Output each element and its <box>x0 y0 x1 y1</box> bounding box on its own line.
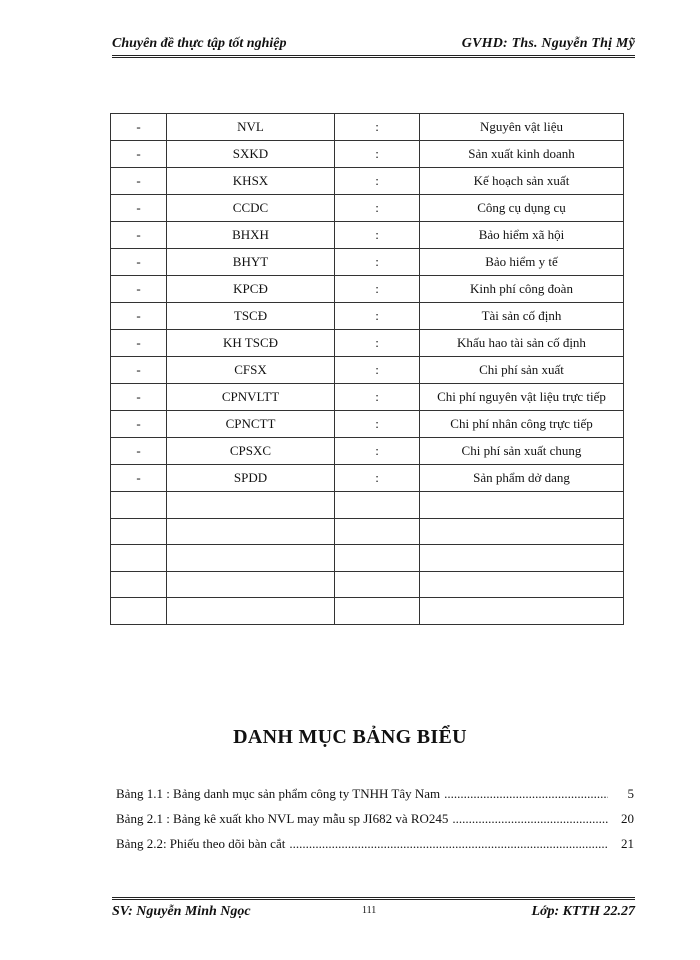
cell-abbr: SPDD <box>167 465 335 492</box>
empty-row <box>111 545 624 572</box>
cell-abbr: BHYT <box>167 249 335 276</box>
cell-meaning: Công cụ dụng cụ <box>420 195 624 222</box>
section-title: DANH MỤC BẢNG BIỂU <box>233 726 467 748</box>
empty-cell <box>167 518 335 545</box>
toc-leader-dots <box>289 836 608 852</box>
empty-cell <box>111 545 167 572</box>
cell-meaning: Chi phí nguyên vật liệu trực tiếp <box>420 384 624 411</box>
cell-meaning: Sản xuất kinh doanh <box>420 141 624 168</box>
empty-cell <box>335 545 420 572</box>
empty-cell <box>167 492 335 519</box>
toc-leader-dots <box>444 786 608 802</box>
empty-cell <box>335 492 420 519</box>
cell-meaning: Khấu hao tài sản cố định <box>420 330 624 357</box>
empty-row <box>111 518 624 545</box>
footer-left: SV: Nguyễn Minh Ngọc <box>112 904 251 919</box>
table-row <box>111 168 624 195</box>
cell-abbr: KPCĐ <box>167 276 335 303</box>
cell-dash: - <box>111 276 167 303</box>
cell-sep: : <box>335 303 420 330</box>
cell-sep: : <box>335 438 420 465</box>
cell-dash: - <box>111 303 167 330</box>
cell-sep: : <box>335 168 420 195</box>
toc-entry[interactable] <box>116 836 634 861</box>
page-number: 111 <box>362 905 377 916</box>
empty-cell <box>111 518 167 545</box>
cell-meaning: Chi phí nhân công trực tiếp <box>420 411 624 438</box>
table-row <box>111 249 624 276</box>
toc-entry[interactable] <box>116 811 634 836</box>
cell-dash: - <box>111 141 167 168</box>
toc-label: Bảng 2.1 : Bảng kê xuất kho NVL may mẫu sp JI682 và RO245 <box>116 811 449 826</box>
cell-meaning: Bảo hiểm xã hội <box>420 222 624 249</box>
toc-entry[interactable] <box>116 786 634 811</box>
table-row <box>111 330 624 357</box>
cell-meaning: Chi phí sản xuất <box>420 357 624 384</box>
empty-cell <box>420 518 624 545</box>
cell-abbr: BHXH <box>167 222 335 249</box>
cell-abbr: TSCĐ <box>167 303 335 330</box>
cell-dash: - <box>111 168 167 195</box>
cell-dash: - <box>111 465 167 492</box>
cell-sep: : <box>335 114 420 141</box>
page-header <box>112 36 635 58</box>
cell-dash: - <box>111 438 167 465</box>
table-row <box>111 465 624 492</box>
table-row <box>111 384 624 411</box>
cell-sep: : <box>335 384 420 411</box>
toc-page-number: 5 <box>627 786 634 801</box>
cell-abbr: NVL <box>167 114 335 141</box>
abbreviation-table <box>110 113 624 625</box>
table-row <box>111 438 624 465</box>
cell-dash: - <box>111 195 167 222</box>
cell-abbr: CPSXC <box>167 438 335 465</box>
cell-abbr: KHSX <box>167 168 335 195</box>
cell-dash: - <box>111 330 167 357</box>
table-row <box>111 303 624 330</box>
empty-cell <box>335 598 420 625</box>
cell-sep: : <box>335 195 420 222</box>
toc-page-number: 21 <box>621 836 634 851</box>
cell-sep: : <box>335 465 420 492</box>
table-row <box>111 222 624 249</box>
cell-dash: - <box>111 357 167 384</box>
empty-cell <box>111 571 167 598</box>
cell-sep: : <box>335 249 420 276</box>
empty-row <box>111 492 624 519</box>
cell-meaning: Kế hoạch sản xuất <box>420 168 624 195</box>
cell-abbr: KH TSCĐ <box>167 330 335 357</box>
table-row <box>111 357 624 384</box>
footer-right: Lớp: KTTH 22.27 <box>531 904 635 919</box>
table-row <box>111 141 624 168</box>
table-row <box>111 411 624 438</box>
table-row <box>111 276 624 303</box>
header-right: GVHD: Ths. Nguyễn Thị Mỹ <box>461 36 635 51</box>
cell-abbr: CFSX <box>167 357 335 384</box>
cell-sep: : <box>335 141 420 168</box>
table-of-tables <box>116 786 634 861</box>
cell-sep: : <box>335 330 420 357</box>
cell-sep: : <box>335 222 420 249</box>
toc-label: Bảng 2.2: Phiếu theo dõi bàn cắt <box>116 836 286 851</box>
empty-cell <box>111 598 167 625</box>
cell-meaning: Sản phẩm dở dang <box>420 465 624 492</box>
empty-cell <box>167 598 335 625</box>
page-footer <box>112 897 635 920</box>
cell-meaning: Tài sản cố định <box>420 303 624 330</box>
cell-dash: - <box>111 384 167 411</box>
empty-row <box>111 571 624 598</box>
cell-dash: - <box>111 222 167 249</box>
toc-page-number: 20 <box>621 811 634 826</box>
cell-meaning: Nguyên vật liệu <box>420 114 624 141</box>
cell-dash: - <box>111 249 167 276</box>
empty-cell <box>167 545 335 572</box>
cell-dash: - <box>111 411 167 438</box>
cell-sep: : <box>335 276 420 303</box>
empty-cell <box>335 571 420 598</box>
empty-cell <box>335 518 420 545</box>
toc-label: Bảng 1.1 : Bảng danh mục sản phẩm công ty TNHH Tây Nam <box>116 786 441 801</box>
empty-cell <box>111 492 167 519</box>
cell-dash: - <box>111 114 167 141</box>
empty-cell <box>420 545 624 572</box>
table-row <box>111 114 624 141</box>
cell-abbr: SXKD <box>167 141 335 168</box>
empty-cell <box>420 598 624 625</box>
cell-sep: : <box>335 411 420 438</box>
cell-sep: : <box>335 357 420 384</box>
empty-row <box>111 598 624 625</box>
cell-meaning: Kinh phí công đoàn <box>420 276 624 303</box>
cell-meaning: Bảo hiểm y tế <box>420 249 624 276</box>
cell-meaning: Chi phí sản xuất chung <box>420 438 624 465</box>
cell-abbr: CCDC <box>167 195 335 222</box>
empty-cell <box>420 571 624 598</box>
cell-abbr: CPNCTT <box>167 411 335 438</box>
empty-cell <box>420 492 624 519</box>
empty-cell <box>167 571 335 598</box>
toc-leader-dots <box>452 811 608 827</box>
header-left: Chuyên đề thực tập tốt nghiệp <box>112 36 287 51</box>
cell-abbr: CPNVLTT <box>167 384 335 411</box>
table-row <box>111 195 624 222</box>
